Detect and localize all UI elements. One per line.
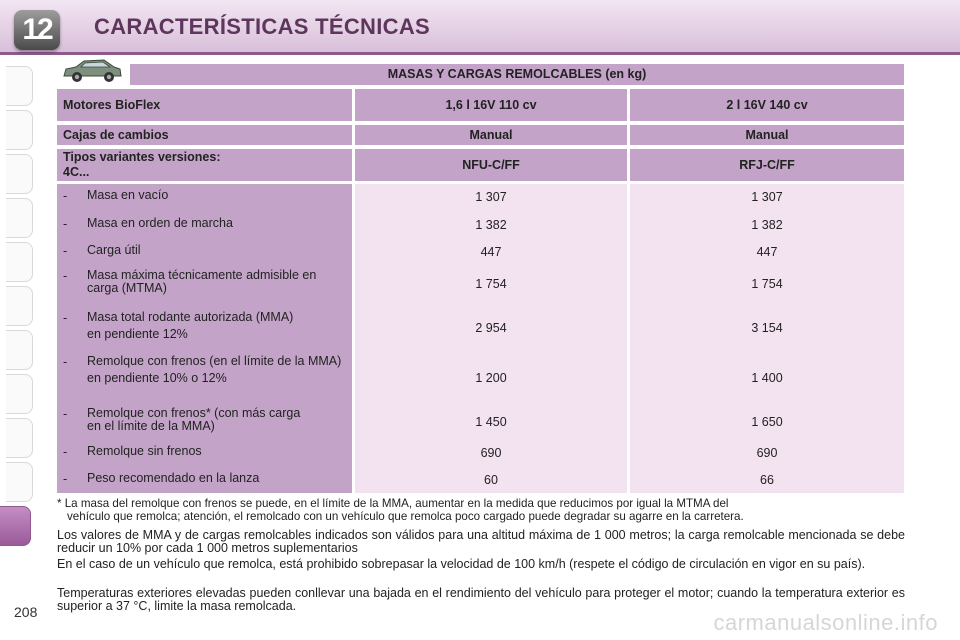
engine-col1: 1,6 l 16V 110 cv	[355, 89, 627, 121]
row-label	[57, 189, 352, 205]
variant-row	[57, 149, 904, 181]
row-dash: -	[63, 445, 68, 459]
chapter-tab-active[interactable]	[0, 506, 31, 546]
engine-label: Motores BioFlex	[57, 89, 352, 121]
engine-col2: 2 l 16V 140 cv	[630, 89, 904, 121]
row-col1: 1 307	[475, 190, 507, 204]
chapter-tab[interactable]	[6, 286, 33, 326]
row-col1: 1 200	[475, 371, 507, 385]
row-col1: 1 382	[475, 218, 507, 232]
footnote-line1: * La masa del remolque con frenos se puede, en el límite de la MMA, aumentar en la medida que reducimos por igual la MTMA del	[57, 497, 729, 510]
table-row	[57, 407, 904, 437]
page-header	[0, 0, 960, 55]
row-dash: -	[63, 311, 68, 325]
engine-row	[57, 89, 904, 121]
chapter-tab[interactable]	[6, 198, 33, 238]
row-col2: 1 307	[751, 190, 783, 204]
paragraph-altitude: Los valores de MMA y de cargas remolcables indicados son válidos para una altitud máxima de 1 000 metros; la carga remolcable mencionada se debe reducir un 10% por cada 1 000 metros suplementarios	[57, 528, 905, 555]
table-row	[57, 244, 904, 260]
chapter-tab[interactable]	[6, 242, 33, 282]
row-col1: 447	[480, 245, 502, 259]
watermark: carmanualsonline.info	[713, 610, 938, 635]
row-label	[57, 472, 352, 488]
row-dash: -	[63, 355, 68, 369]
page-number: 208	[14, 604, 38, 620]
row-col1: 2 954	[475, 321, 507, 335]
gearbox-col1: Manual	[355, 125, 627, 145]
row-label-sub: en pendiente 10% o 12%	[87, 371, 227, 385]
row-label-text: Peso recomendado en la lanza	[87, 471, 260, 485]
chapter-badge: 12	[14, 10, 60, 50]
chapter-tab[interactable]	[6, 418, 33, 458]
row-col2: 1 650	[751, 415, 783, 429]
row-col2: 1 382	[751, 218, 783, 232]
row-col2: 1 754	[751, 277, 783, 291]
row-col1: 1 754	[475, 277, 507, 291]
row-col2: 690	[756, 446, 778, 460]
table-row	[57, 217, 904, 233]
table-row	[57, 472, 904, 488]
variant-label	[57, 149, 352, 181]
row-col2: 1 400	[751, 371, 783, 385]
row-label-text: Masa total rodante autorizada (MMA)	[87, 310, 294, 324]
row-col1: 60	[484, 473, 498, 487]
row-dash: -	[63, 472, 68, 486]
row-col2: 66	[760, 473, 774, 487]
chapter-tab[interactable]	[6, 66, 33, 106]
table-row	[57, 189, 904, 205]
row-label-text: Remolque con frenos (en el límite de la MMA)	[87, 354, 342, 368]
row-label-text: Remolque con frenos* (con más carga en el límite de la MMA)	[87, 406, 301, 433]
table-title: MASAS Y CARGAS REMOLCABLES (en kg)	[130, 64, 904, 85]
row-label-wrap	[87, 355, 347, 385]
row-label	[57, 244, 352, 260]
variant-col1: NFU-C/FF	[355, 149, 627, 181]
row-label-text: Masa en orden de marcha	[87, 216, 233, 230]
row-dash: -	[63, 269, 68, 283]
chapter-tabs	[0, 60, 34, 620]
row-dash: -	[63, 407, 68, 421]
row-label-text: Remolque sin frenos	[87, 444, 202, 458]
row-label	[57, 407, 352, 437]
chapter-tab[interactable]	[6, 462, 33, 502]
gearbox-label: Cajas de cambios	[57, 125, 352, 145]
chapter-tab[interactable]	[6, 374, 33, 414]
variant-col2: RFJ-C/FF	[630, 149, 904, 181]
gearbox-row	[57, 125, 904, 145]
table-row	[57, 445, 904, 461]
row-col2: 447	[756, 245, 778, 259]
row-dash: -	[63, 244, 68, 258]
row-dash: -	[63, 189, 68, 203]
row-col1: 1 450	[475, 415, 507, 429]
paragraph-temperature: Temperaturas exteriores elevadas pueden conllevar una bajada en el rendimiento del vehículo para proteger el motor; cuando la temperatura exterior es superior a 37 °C, limite la masa remolcada.	[57, 586, 905, 613]
table-row	[57, 269, 904, 299]
variant-label-line2: 4C...	[63, 165, 90, 179]
row-label-text: Masa máxima técnicamente admisible en carga (MTMA)	[87, 268, 317, 295]
row-label	[57, 445, 352, 461]
gearbox-col2: Manual	[630, 125, 904, 145]
row-label	[57, 311, 352, 345]
variant-label-line1: Tipos variantes versiones:	[63, 150, 221, 164]
chapter-tab[interactable]	[6, 330, 33, 370]
row-label	[57, 217, 352, 233]
row-label-sub: en pendiente 12%	[87, 327, 188, 341]
row-label	[57, 355, 352, 401]
chapter-tab[interactable]	[6, 110, 33, 150]
row-label	[57, 269, 352, 299]
row-label-text: Carga útil	[87, 243, 141, 257]
footnote-line2: vehículo que remolca; atención, el remolcado con un vehículo que remolca poco cargado puede degradar su agarre en la carretera.	[67, 510, 744, 523]
table-row	[57, 311, 904, 345]
table-row	[57, 355, 904, 401]
row-label-text: Masa en vacío	[87, 188, 169, 202]
asterisk-footnote	[57, 497, 905, 523]
page-title: CARACTERÍSTICAS TÉCNICAS	[94, 14, 430, 39]
row-label-wrap	[87, 311, 293, 341]
paragraph-speed: En el caso de un vehículo que remolca, está prohibido sobrepasar la velocidad de 100 km/h (respete el código de circulación en vigor en su país).	[57, 557, 866, 571]
row-col1: 690	[480, 446, 502, 460]
chapter-tab[interactable]	[6, 154, 33, 194]
row-col2: 3 154	[751, 321, 783, 335]
car-icon	[60, 57, 124, 85]
row-dash: -	[63, 217, 68, 231]
